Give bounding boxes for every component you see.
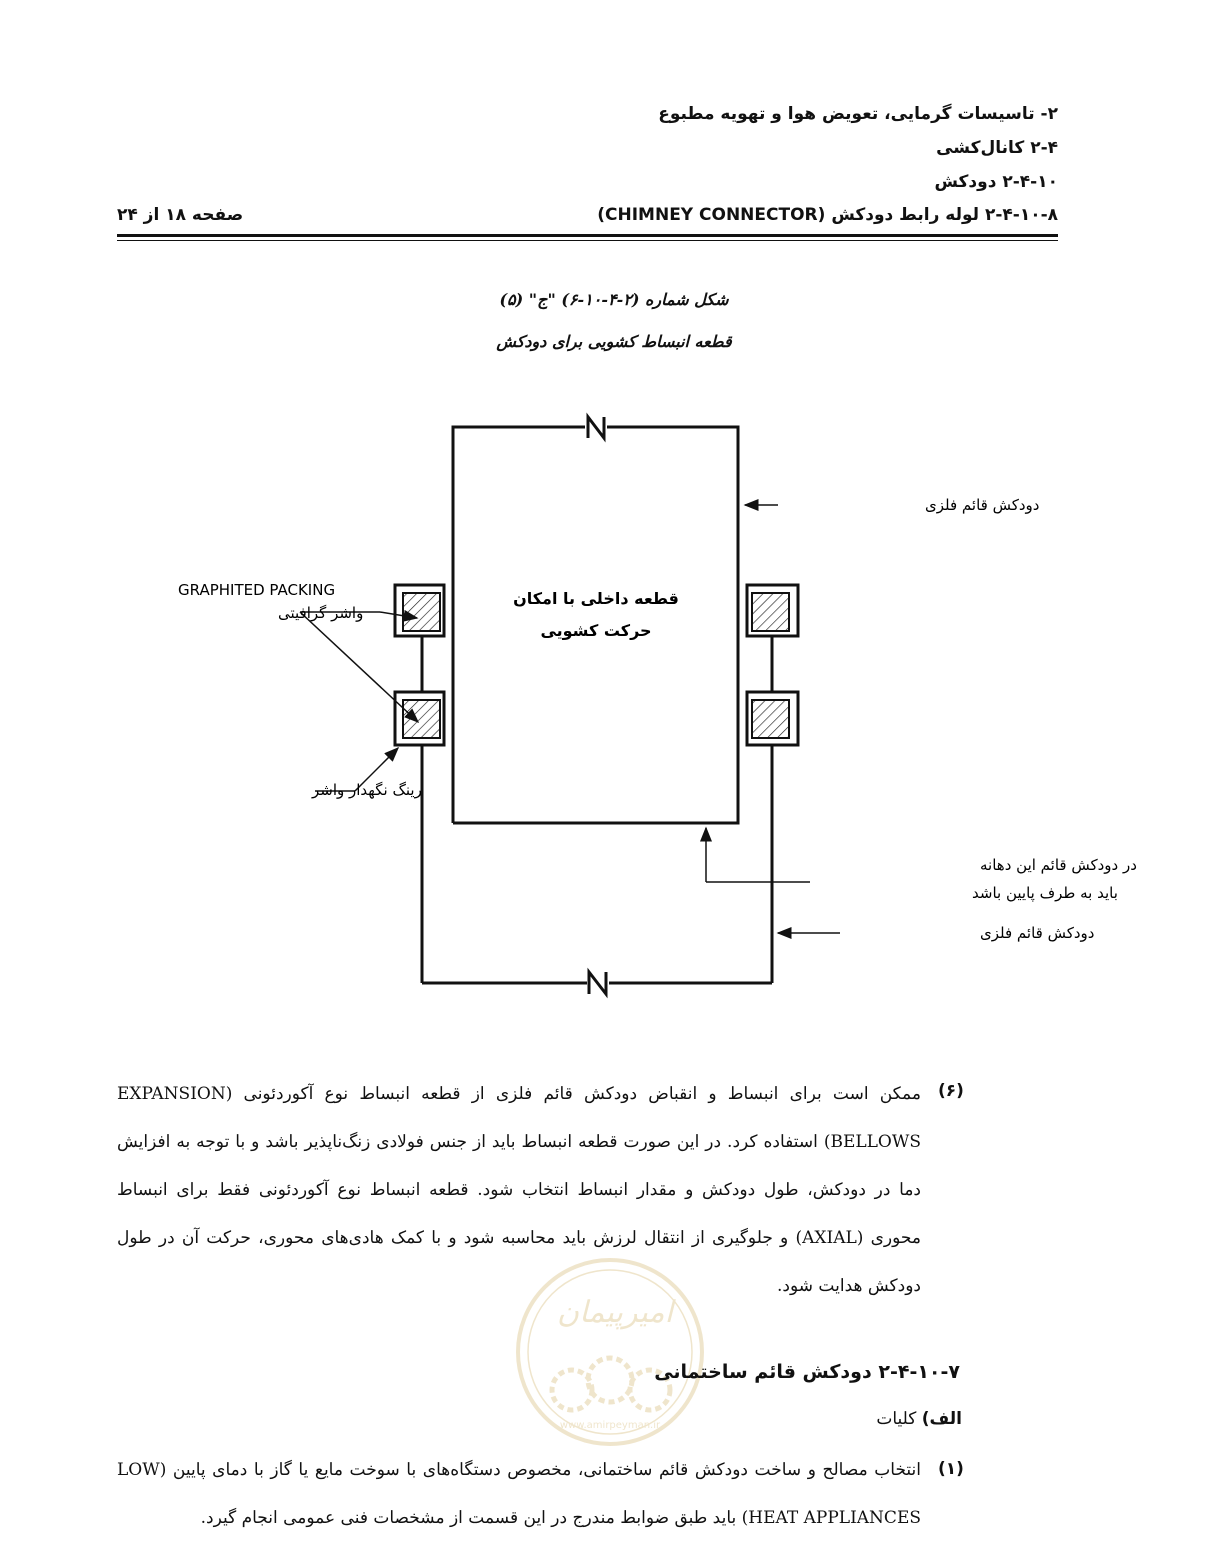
header-line-3: ۲-۴-۱۰ دودکش [934,172,1058,192]
outer-pipe-bottom [422,972,772,994]
header-line-1: ۲- تاسیسات گرمایی، تعویض هوا و تهویه مطبوع [658,104,1058,124]
label-metal-chimney-top: دودکش قائم فلزی [925,496,1040,514]
label-inner-piece-line2: حرکت کشویی [540,621,652,640]
section-heading: ۲-۴-۱۰-۷ دودکش قائم ساختمانی [654,1361,960,1383]
header-line-2: ۲-۴ کانال‌کشی [936,138,1058,158]
item-1-text: انتخاب مصالح و ساخت دودکش قائم ساختمانی، مخصوص دستگاه‌های با سوخت مایع یا گاز با دمای پایین (LOW HEAT APPLIANCES) باید طبق ضوابط مندرج در این قسمت از مشخصات فنی عمومی انجام گیرد. [117,1460,921,1528]
figure-caption-number: شکل شماره (۲-۴-۱۰-۶) "ج" (۵) [499,290,729,309]
watermark-brand: امیرپیمان [557,1295,673,1330]
label-inner-piece-line1: قطعه داخلی با امکان [513,589,679,608]
packing-housing-right-lower [747,692,798,745]
paragraph-6-number: (۶) [938,1081,964,1101]
label-retaining-ring: رینگ نگهدار واشر [312,781,422,799]
top-break-symbol [585,417,607,438]
packing-housing-left-lower [395,692,444,745]
figure-caption-title: قطعه انبساط کشویی برای دودکش [496,332,732,351]
watermark-url: www.amirpeyman.ir [559,1420,661,1431]
page-number: صفحه ۱۸ از ۲۴ [117,205,244,225]
item-1-number: (۱) [938,1459,964,1479]
header-line-4: ۲-۴-۱۰-۸ لوله رابط دودکش (CHIMNEY CONNECTOR) [597,205,1058,225]
packing-housing-right-upper [747,585,798,636]
label-metal-chimney-bottom: دودکش قائم فلزی [980,924,1095,942]
label-graphited-packing-en: GRAPHITED PACKING [178,581,336,599]
paragraph-6-text: ممکن است برای انبساط و انقباض دودکش قائم فلزی از قطعه انبساط نوع آکوردئونی (EXPANSION BELLOWS) استفاده کرد. در این صورت قطعه انبساط باید از جنس فولادی زنگ‌ناپذیر باشد و با توجه به افزایش دما در دودکش، طول دودکش و مقدار انبساط انتخاب شود. قطعه انبساط نوع آکوردئونی فقط برای انبساط محوری (AXIAL) و جلوگیری از انتقال لرزش باید محاسبه شود و با کمک هادی‌های محوری، حرکت آن در طول دودکش هدایت شود. [117,1084,921,1296]
label-graphited-packing-fa: واشر گرافیتی [278,604,364,622]
label-opening-note-line2: باید به طرف پایین باشد [972,884,1118,902]
leader-graphited-packing [300,612,418,722]
packing-housing-left-upper [395,585,444,636]
leader-opening-note [706,828,810,882]
subsection-text: کلیات [876,1409,917,1429]
subsection-label: الف) [921,1409,962,1429]
label-opening-note-line1: در دودکش قائم این دهانه [980,856,1137,874]
subsection-title [876,1409,962,1429]
